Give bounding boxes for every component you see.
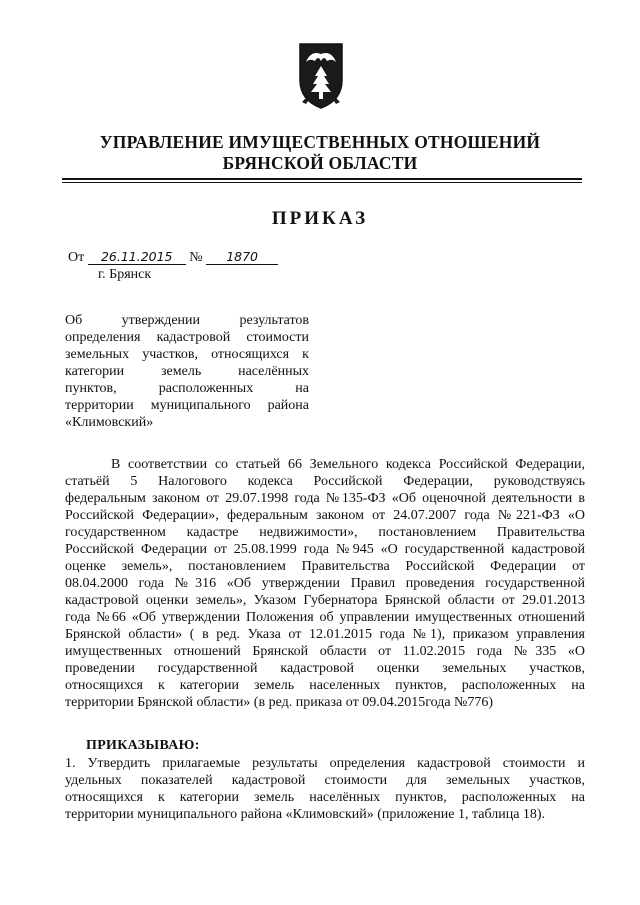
order-heading: ПРИКАЗЫВАЮ: — [86, 738, 200, 753]
organization-name-line2: БРЯНСКОЙ ОБЛАСТИ — [222, 153, 418, 173]
subject-line: категории земель населённых — [65, 364, 309, 379]
subject-line: «Климовский» — [65, 415, 154, 430]
subject-line: определения кадастровой стоимости — [65, 330, 309, 345]
preamble-line: Российской Федерации», федеральным законом от 24.07.2007 года №221-ФЗ «О — [65, 508, 585, 523]
handwritten-date: 26.11.2015 — [88, 250, 186, 265]
subject-line: земельных участков, относящихся к — [65, 347, 309, 362]
coat-of-arms-icon — [294, 40, 348, 112]
preamble-line: кадастровой оценки земель», Указом Губернатора Брянской области от 29.01.2013 — [65, 593, 585, 608]
preamble-line: государственном кадастре недвижимости», постановлением Правительства — [65, 525, 585, 540]
preamble-line: федеральным законом от 29.07.1998 года №135-ФЗ «Об оценочной деятельности в — [65, 491, 585, 506]
header-divider-thick — [62, 178, 582, 180]
preamble-line: Брянской области» ( в ред. Указа от 12.01.2015 года №1), приказом управления — [65, 627, 585, 642]
subject-line: пунктов, расположенных на — [65, 381, 309, 396]
number-prefix: № — [189, 250, 203, 265]
organization-name — [60, 132, 580, 174]
preamble-line: года №66 «Об утверждении Положения об управлении имущественных отношений — [65, 610, 585, 625]
document-title: ПРИКАЗ — [271, 208, 369, 229]
preamble-line: относящихся к категории земель населенных пунктов, расположенных на — [65, 678, 585, 693]
preamble-line: проведении государственной кадастровой оценки земельных участков, — [65, 661, 585, 676]
preamble-paragraph — [65, 456, 585, 711]
order-item-line: территории муниципального района «Климовский» (приложение 1, таблица 18). — [65, 807, 546, 822]
preamble-line: 08.04.2000 года №316 «Об утверждении Правил проведения государственной — [65, 576, 585, 591]
handwritten-number: 1870 — [206, 250, 278, 265]
date-number-line — [68, 250, 278, 266]
order-item-line: относящихся к категории земель населённых пунктов, расположенных на — [65, 790, 585, 805]
preamble-line: оценке земель», постановлением Правительства Российской Федерации от — [65, 559, 585, 574]
preamble-line: статьёй 5 Налогового кодекса Российской Федерации, руководствуясь — [65, 474, 585, 489]
order-item-1 — [65, 755, 585, 823]
order-item-line: 1. Утвердить прилагаемые результаты определения кадастровой стоимости и — [65, 756, 585, 771]
preamble-line: Российской Федерации от 25.08.1999 года №945 «О государственной кадастровой — [65, 542, 585, 557]
preamble-line: имущественных отношений Брянской области от 11.02.2015 года №335 «О — [65, 644, 585, 659]
preamble-line: В соответствии со статьей 66 Земельного кодекса Российской Федерации, — [111, 457, 585, 472]
subject-line: Об утверждении результатов — [65, 313, 309, 328]
preamble-line: территории Брянской области» (в ред. приказа от 09.04.2015года №776) — [65, 695, 494, 710]
subject-line: территории муниципального района — [65, 398, 309, 413]
organization-name-line1: УПРАВЛЕНИЕ ИМУЩЕСТВЕННЫХ ОТНОШЕНИЙ — [99, 132, 541, 152]
order-item-line: удельных показателей кадастровой стоимости для земельных участков, — [65, 773, 585, 788]
date-prefix: От — [68, 250, 85, 265]
header-divider-thin — [62, 182, 582, 183]
subject-block — [65, 312, 309, 431]
city-label: г. Брянск — [98, 267, 152, 282]
